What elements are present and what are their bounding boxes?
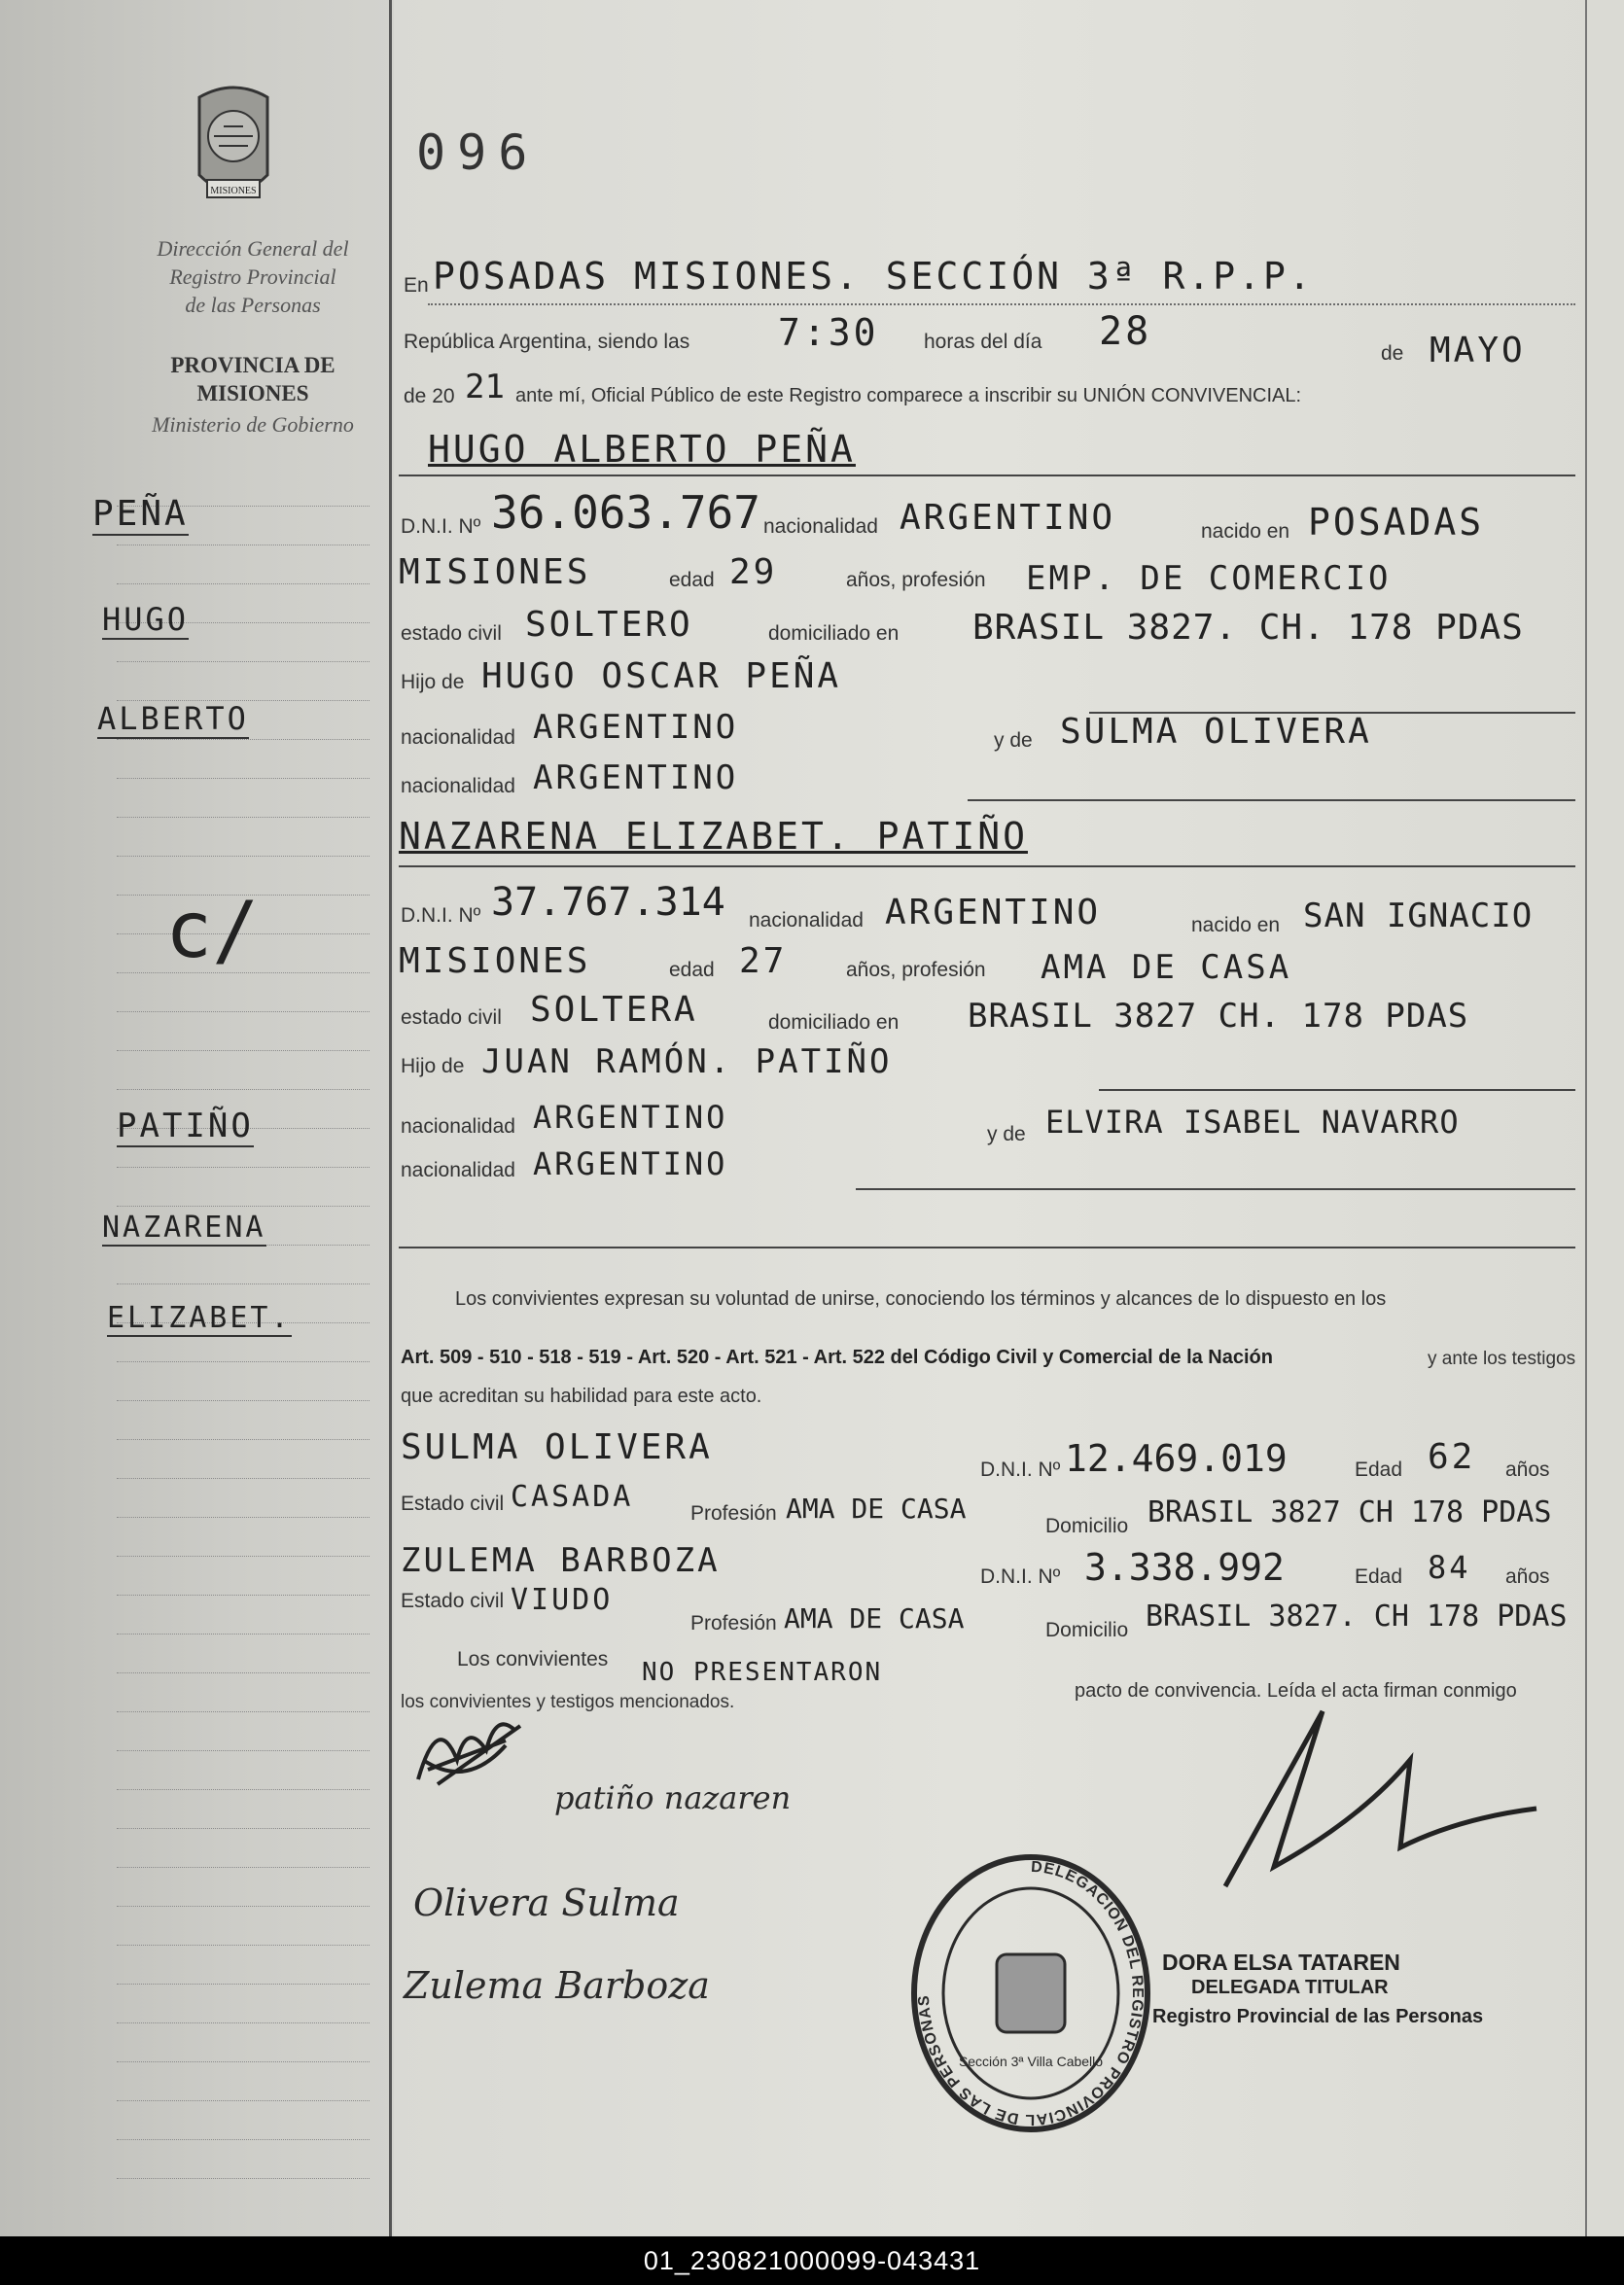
margin-rule bbox=[117, 1711, 370, 1712]
label-nacionalidad: nacionalidad bbox=[763, 515, 878, 538]
margin-rule bbox=[117, 1089, 370, 1090]
label-hijo-de: Hijo de bbox=[401, 671, 465, 693]
provincial-crest-logo bbox=[190, 78, 277, 214]
witness1-profession: AMA DE CASA bbox=[786, 1493, 967, 1525]
witness2-age: 84 bbox=[1428, 1549, 1471, 1586]
margin-rule bbox=[117, 2100, 370, 2101]
person1-full-name: HUGO ALBERTO PEÑA bbox=[428, 428, 856, 471]
office-line-3: de las Personas bbox=[185, 293, 321, 317]
label-anos-witness1: años bbox=[1505, 1459, 1550, 1481]
person1-age: 29 bbox=[729, 552, 778, 592]
margin-rule bbox=[117, 1750, 370, 1751]
legal-text-line-3: que acreditan su habilidad para este acto. bbox=[401, 1386, 762, 1407]
label-dni: D.N.I. Nº bbox=[401, 515, 481, 538]
rule bbox=[1099, 1089, 1575, 1091]
label-y-de-2: y de bbox=[987, 1123, 1026, 1145]
witness1-civil-status: CASADA bbox=[511, 1480, 634, 1514]
rule bbox=[399, 865, 1575, 867]
person2-father: JUAN RAMÓN. PATIÑO bbox=[481, 1042, 893, 1081]
person2-civil-status: SOLTERA bbox=[530, 990, 698, 1030]
label-en: En bbox=[404, 274, 429, 297]
person1-birthplace-a: POSADAS bbox=[1308, 501, 1485, 544]
pact-status: NO PRESENTARON bbox=[642, 1658, 883, 1687]
margin-rule bbox=[117, 856, 370, 857]
label-estado-civil-witness2: Estado civil bbox=[401, 1590, 505, 1612]
person1-mother-nationality: ARGENTINO bbox=[533, 758, 739, 797]
label-edad: edad bbox=[669, 569, 715, 591]
label-republica: República Argentina, siendo las bbox=[404, 331, 690, 353]
act-day: 28 bbox=[1099, 309, 1152, 354]
margin-name-1a: HUGO bbox=[102, 601, 190, 638]
signature-scribble bbox=[408, 1702, 535, 1799]
label-hijo-de-2: Hijo de bbox=[401, 1055, 465, 1077]
witness2-profession: AMA DE CASA bbox=[784, 1602, 965, 1635]
label-nacionalidad-2: nacionalidad bbox=[749, 909, 864, 932]
person1-civil-status: SOLTERO bbox=[525, 605, 693, 645]
label-edad-witness2: Edad bbox=[1355, 1565, 1403, 1588]
margin-rule bbox=[117, 1634, 370, 1635]
label-y-de: y de bbox=[994, 729, 1033, 752]
rule bbox=[399, 475, 1575, 476]
label-dni-witness1: D.N.I. Nº bbox=[980, 1459, 1061, 1481]
label-firman-line2: los convivientes y testigos mencionados. bbox=[401, 1692, 735, 1712]
svg-text:DELEGACIÓN DEL REGISTRO PROVIN: DELEGACIÓN DEL REGISTRO PROVINCIAL DE LAS PERSONAS bbox=[915, 1858, 1146, 2128]
label-edad-2: edad bbox=[669, 959, 715, 981]
signature-olivera: Olivera Sulma bbox=[413, 1881, 680, 1924]
label-profesion-witness2: Profesión bbox=[690, 1612, 777, 1635]
province-line-2: MISIONES bbox=[196, 381, 309, 405]
ministry-label: Ministerio de Gobierno bbox=[152, 412, 354, 437]
margin-rule bbox=[117, 583, 370, 584]
rule bbox=[856, 1188, 1575, 1190]
margin-rule bbox=[117, 1283, 370, 1284]
person2-mother-nationality: ARGENTINO bbox=[533, 1145, 728, 1182]
label-edad-witness1: Edad bbox=[1355, 1459, 1403, 1481]
margin-rule bbox=[117, 1011, 370, 1012]
margin-rule bbox=[117, 1595, 370, 1596]
office-line-1: Dirección General del bbox=[157, 236, 349, 261]
margin-name-2b: ELIZABET. bbox=[107, 1301, 292, 1335]
label-anos-profesion-2: años, profesión bbox=[846, 959, 986, 981]
label-domiciliado-en-2: domiciliado en bbox=[768, 1011, 900, 1034]
act-year: 21 bbox=[465, 368, 505, 406]
margin-connector: c/ bbox=[165, 885, 260, 975]
label-horas-dia: horas del día bbox=[924, 331, 1042, 353]
margin-rule bbox=[117, 1400, 370, 1401]
margin-rule bbox=[117, 1945, 370, 1946]
office-line-2: Registro Provincial bbox=[169, 264, 336, 289]
person2-birthplace-b: MISIONES bbox=[399, 941, 591, 981]
label-estado-civil: estado civil bbox=[401, 622, 502, 645]
person1-father-nationality: ARGENTINO bbox=[533, 708, 739, 747]
witness1-name: SULMA OLIVERA bbox=[401, 1427, 713, 1467]
witness2-dni: 3.338.992 bbox=[1084, 1546, 1285, 1589]
margin-rule bbox=[117, 661, 370, 662]
person1-father: HUGO OSCAR PEÑA bbox=[481, 656, 842, 696]
margin-rule bbox=[117, 1439, 370, 1440]
person2-full-name: NAZARENA ELIZABET. PATIÑO bbox=[399, 815, 1028, 858]
label-domiciliado-en: domiciliado en bbox=[768, 622, 900, 645]
label-ante-mi: ante mí, Oficial Público de este Registro comparece a inscribir su UNIÓN CONVIVENCIAL: bbox=[515, 385, 1302, 406]
margin-rule bbox=[117, 1906, 370, 1907]
registry-stamp bbox=[904, 1847, 1157, 2139]
official-office: Registro Provincial de las Personas bbox=[1152, 2006, 1484, 2027]
label-profesion-witness1: Profesión bbox=[690, 1502, 777, 1525]
witness1-age: 62 bbox=[1428, 1437, 1476, 1477]
witness2-address: BRASIL 3827. CH 178 PDAS bbox=[1146, 1600, 1568, 1634]
margin-divider bbox=[389, 0, 392, 2236]
label-nacido-en: nacido en bbox=[1201, 520, 1290, 543]
witness1-address: BRASIL 3827 CH 178 PDAS bbox=[1147, 1495, 1552, 1529]
official-title: DELEGADA TITULAR bbox=[1191, 1977, 1389, 1998]
legal-text-line-2-rest: y ante los testigos bbox=[1428, 1349, 1576, 1369]
signature-barboza: Zulema Barboza bbox=[404, 1964, 710, 2007]
person2-age: 27 bbox=[739, 941, 788, 981]
person1-mother: SULMA OLIVERA bbox=[1060, 712, 1372, 752]
label-dni-witness2: D.N.I. Nº bbox=[980, 1565, 1061, 1588]
label-de-20: de 20 bbox=[404, 385, 455, 407]
rule bbox=[399, 1247, 1575, 1248]
person2-birthplace-a: SAN IGNACIO bbox=[1303, 896, 1534, 935]
person1-birthplace-b: MISIONES bbox=[399, 552, 591, 592]
witness2-name: ZULEMA BARBOZA bbox=[401, 1541, 721, 1580]
label-de: de bbox=[1381, 342, 1404, 365]
label-anos-profesion: años, profesión bbox=[846, 569, 986, 591]
file-id: 01_230821000099-043431 bbox=[643, 2245, 981, 2275]
margin-rule bbox=[117, 1206, 370, 1207]
margin-name-1b: ALBERTO bbox=[97, 700, 249, 737]
label-los-convivientes: Los convivientes bbox=[457, 1648, 609, 1670]
label-domicilio-witness2: Domicilio bbox=[1045, 1619, 1129, 1641]
person2-dni: 37.767.314 bbox=[491, 880, 725, 925]
act-place: POSADAS MISIONES. SECCIÓN 3ª R.P.P. bbox=[433, 255, 1314, 298]
margin-rule bbox=[117, 778, 370, 779]
margin-surname-1: PEÑA bbox=[92, 494, 189, 534]
label-nacionalidad-father: nacionalidad bbox=[401, 726, 515, 749]
margin-surname-2: PATIÑO bbox=[117, 1107, 254, 1145]
province-line-1: PROVINCIA DE bbox=[170, 353, 335, 377]
label-domicilio-witness1: Domicilio bbox=[1045, 1515, 1129, 1537]
margin-rule bbox=[117, 1672, 370, 1673]
margin-rule bbox=[117, 2178, 370, 2179]
margin-rule bbox=[117, 1556, 370, 1557]
label-nacido-en-2: nacido en bbox=[1191, 914, 1281, 936]
act-month: MAYO bbox=[1430, 331, 1526, 370]
person2-nationality: ARGENTINO bbox=[885, 893, 1102, 932]
legal-text-line-1: Los convivientes expresan su voluntad de unirse, conociendo los términos y alcances de lo dispuesto en los bbox=[455, 1288, 1387, 1310]
margin-rule bbox=[117, 1478, 370, 1479]
label-estado-civil-witness1: Estado civil bbox=[401, 1493, 505, 1515]
signature-patino: patiño nazaren bbox=[554, 1779, 792, 1816]
label-nacionalidad-father-2: nacionalidad bbox=[401, 1115, 515, 1138]
witness2-civil-status: VIUDO bbox=[511, 1583, 614, 1617]
margin-rule bbox=[117, 1167, 370, 1168]
margin-rule bbox=[117, 817, 370, 818]
margin-rule bbox=[117, 2139, 370, 2140]
margin-rule bbox=[117, 1828, 370, 1829]
margin-rule bbox=[117, 1361, 370, 1362]
margin-rule bbox=[117, 739, 370, 740]
person2-father-nationality: ARGENTINO bbox=[533, 1099, 728, 1136]
person2-mother: ELVIRA ISABEL NAVARRO bbox=[1045, 1104, 1460, 1141]
margin-rule bbox=[117, 1984, 370, 1985]
rule bbox=[968, 799, 1575, 801]
label-anos-witness2: años bbox=[1505, 1565, 1550, 1588]
svg-text:Sección 3ª Villa Cabello: Sección 3ª Villa Cabello bbox=[958, 2054, 1104, 2069]
person1-address: BRASIL 3827. CH. 178 PDAS bbox=[972, 608, 1524, 648]
label-estado-civil-2: estado civil bbox=[401, 1006, 502, 1029]
right-border bbox=[1585, 0, 1587, 2236]
official-name: DORA ELSA TATAREN bbox=[1162, 1950, 1400, 1975]
person1-dni: 36.063.767 bbox=[491, 486, 760, 539]
margin-name-2a: NAZARENA bbox=[102, 1211, 266, 1245]
label-dni-2: D.N.I. Nº bbox=[401, 904, 481, 927]
legal-text-line-2: Art. 509 - 510 - 518 - 519 - Art. 520 - Art. 521 - Art. 522 del Código Civil y Comercial de la Nación bbox=[401, 1347, 1273, 1368]
margin-rule bbox=[117, 1050, 370, 1051]
witness1-dni: 12.469.019 bbox=[1065, 1437, 1288, 1480]
official-signature bbox=[1216, 1702, 1556, 1896]
label-pacto: pacto de convivencia. Leída el acta firman conmigo bbox=[1075, 1680, 1517, 1702]
person2-address: BRASIL 3827 CH. 178 PDAS bbox=[968, 997, 1469, 1036]
margin-rule bbox=[117, 1517, 370, 1518]
margin-rule bbox=[117, 1867, 370, 1868]
margin-rule bbox=[117, 2061, 370, 2062]
fill-line bbox=[428, 303, 1575, 305]
margin-rule bbox=[117, 2022, 370, 2023]
label-nacionalidad-mother: nacionalidad bbox=[401, 775, 515, 797]
form-number: 096 bbox=[416, 124, 540, 181]
svg-text:MISIONES: MISIONES bbox=[210, 186, 257, 196]
label-nacionalidad-mother-2: nacionalidad bbox=[401, 1159, 515, 1181]
person1-profession: EMP. DE COMERCIO bbox=[1026, 559, 1392, 598]
act-time: 7:30 bbox=[778, 311, 879, 354]
footer-bar bbox=[0, 2236, 1624, 2285]
margin-rule bbox=[117, 1789, 370, 1790]
person2-profession: AMA DE CASA bbox=[1041, 948, 1292, 987]
person1-nationality: ARGENTINO bbox=[900, 498, 1116, 538]
